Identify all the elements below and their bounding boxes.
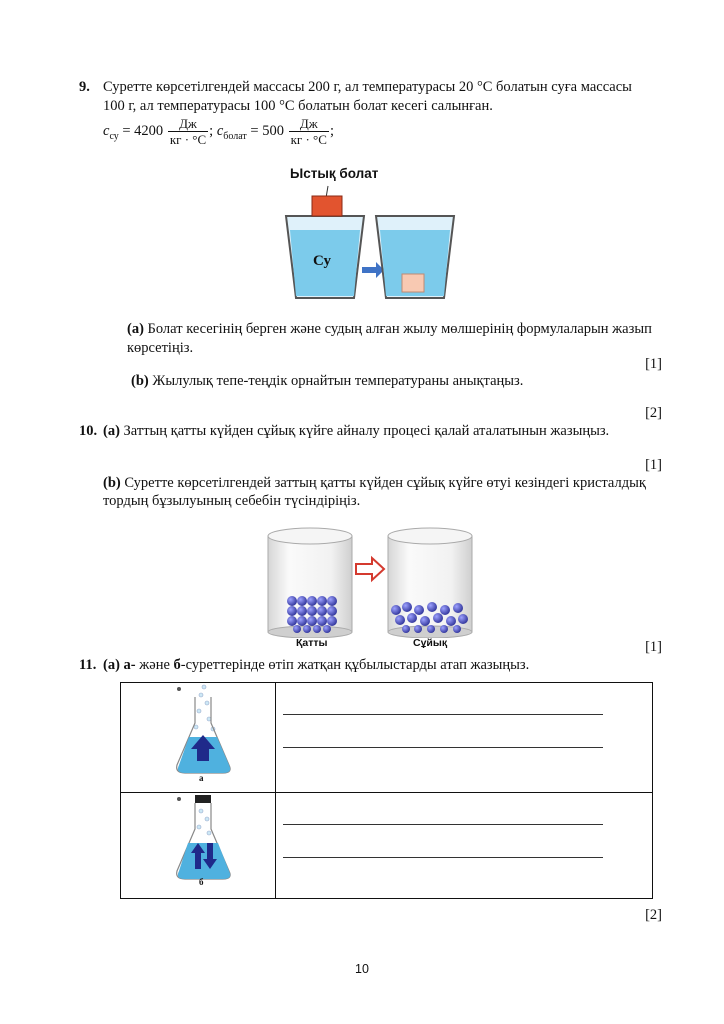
flask-b-stopper bbox=[195, 795, 211, 803]
question-10a-text: (a) Заттың қатты күйден сұйық күйге айналу процесі қалай аталатынын жазыңыз. bbox=[103, 423, 610, 439]
c-water-unit: $\frac{Дж}{кг \cdot ^\circ С}$ bbox=[169, 116, 207, 148]
question-11-mark: [2] bbox=[645, 907, 662, 923]
melting-arrow bbox=[356, 558, 384, 580]
melting-figure bbox=[262, 526, 477, 638]
question-10b-line2: тордың бұзылуының себебін түсіндіріңіз. bbox=[103, 493, 361, 509]
flask-a-figure bbox=[121, 683, 275, 787]
question-9a-mark: [1] bbox=[645, 356, 662, 372]
specific-heat-formulas: $c_{су} = 4200$ $\frac{Дж}{кг \cdot ^\circ С}$ ; $c_{болат} = 500$ $\frac{Дж}{кг \cdot ^\circ С}$ ; bbox=[103, 116, 334, 148]
answer-line-a1[interactable] bbox=[283, 714, 603, 715]
c-water-value: = 4200 bbox=[122, 123, 164, 139]
answer-cell-b[interactable] bbox=[276, 793, 653, 899]
flask-b-water bbox=[178, 843, 230, 879]
c-water-symbol: c bbox=[103, 123, 110, 139]
answer-table bbox=[120, 682, 653, 899]
water-label: Су bbox=[313, 253, 331, 269]
question-11-number: 11. bbox=[79, 657, 97, 673]
flask-a-caption: а bbox=[199, 773, 204, 783]
question-9a-line2: көрсетіңіз. bbox=[127, 340, 194, 356]
answer-row-a bbox=[121, 683, 653, 793]
answer-cell-a[interactable] bbox=[276, 683, 653, 793]
liquid-caption: Сұйық bbox=[413, 637, 448, 649]
steel-in-water-figure bbox=[280, 182, 465, 302]
solid-caption: Қатты bbox=[296, 637, 328, 649]
question-9b-mark: [2] bbox=[645, 405, 662, 421]
cooled-steel-block bbox=[402, 274, 424, 292]
hot-steel-caption: Ыстық болат bbox=[290, 166, 379, 181]
question-10b-mark: [1] bbox=[645, 639, 662, 655]
answer-line-a2[interactable] bbox=[283, 747, 603, 748]
c-steel-symbol: c bbox=[216, 123, 224, 139]
question-10b-line1: (b) Суретте көрсетілгендей заттың қатты күйден сұйық күйге өтуі кезіндегі кристалдық bbox=[103, 475, 646, 491]
question-9-text-line2: 100 г, ал температурасы 100 °С болатын болат кесегі салынған. bbox=[103, 98, 493, 114]
page-number: 10 bbox=[355, 962, 369, 976]
transition-arrow bbox=[362, 262, 384, 278]
answer-line-b1[interactable] bbox=[283, 824, 603, 825]
question-9-text-line1: Суретте көрсетілгендей массасы 200 г, ал температурасы 20 °С болатын суға массасы bbox=[103, 79, 632, 95]
flask-b-caption: б bbox=[199, 877, 204, 887]
question-10a-mark: [1] bbox=[645, 457, 662, 473]
question-10-number: 10. bbox=[79, 423, 98, 439]
answer-row-b bbox=[121, 793, 653, 899]
question-9a-line1: (a) Болат кесегінің берген және судың алған жылу мөлшерінің формулаларын жазып bbox=[127, 321, 652, 337]
flask-b-cell bbox=[121, 793, 276, 899]
c-steel-value: = 500 bbox=[250, 123, 284, 139]
c-water-subscript: су bbox=[109, 130, 119, 142]
flask-a-cell bbox=[121, 683, 276, 793]
answer-line-b2[interactable] bbox=[283, 857, 603, 858]
c-steel-subscript: болат bbox=[223, 130, 247, 142]
question-9-number: 9. bbox=[79, 79, 90, 95]
hot-steel-block bbox=[312, 196, 342, 216]
question-9b-text: (b) Жылулық тепе-теңдік орнайтын температураны анықтаңыз. bbox=[131, 373, 524, 389]
c-steel-unit: $\frac{Дж}{кг \cdot ^\circ С}$ bbox=[290, 116, 327, 148]
flask-b-figure bbox=[121, 793, 275, 893]
question-11a-text: (a) а- және б-суреттерінде өтіп жатқан құбылыстарды атап жазыңыз. bbox=[103, 657, 530, 673]
